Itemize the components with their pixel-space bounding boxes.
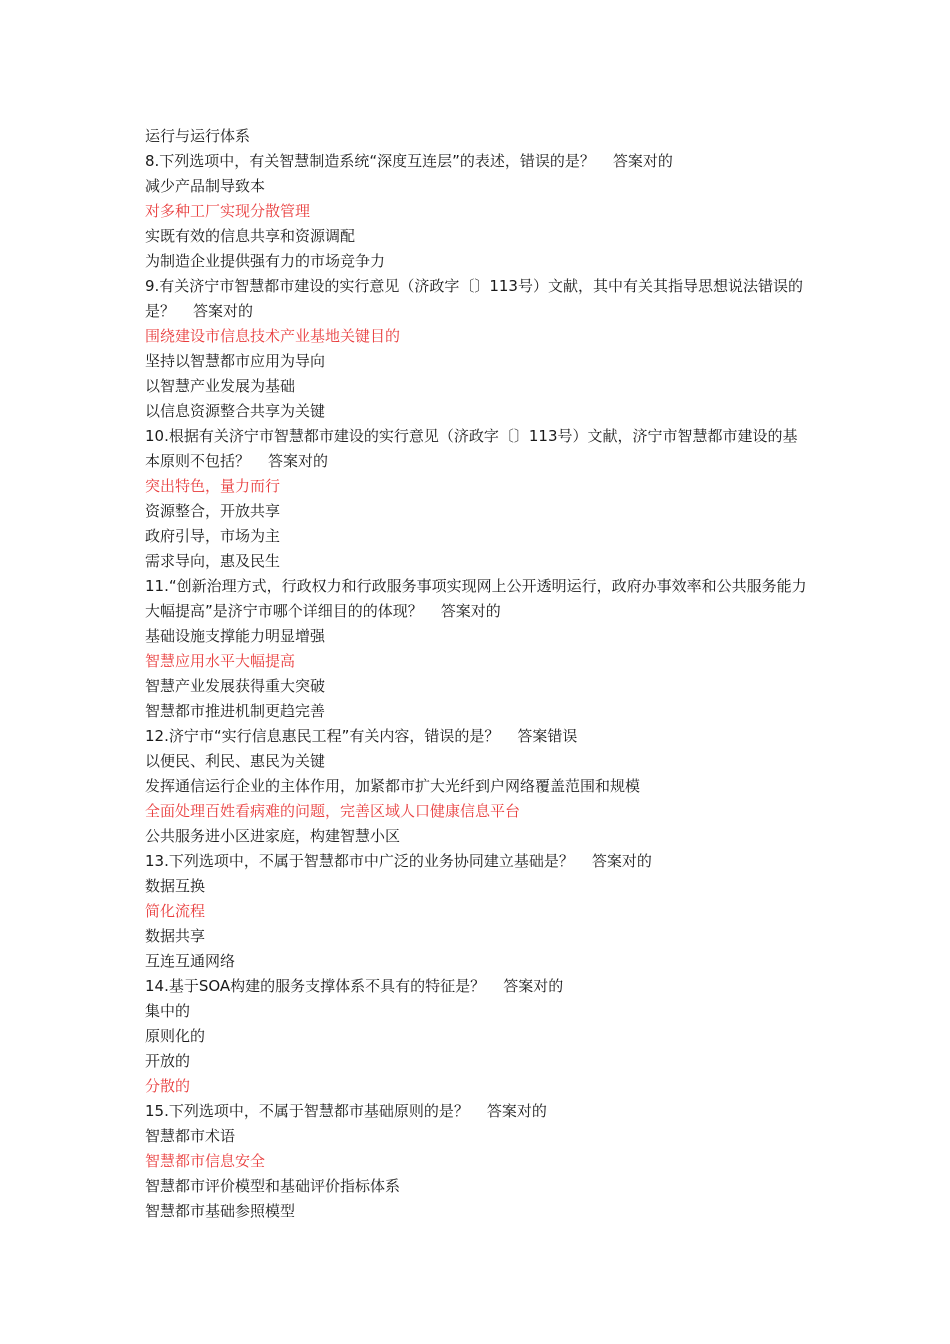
question-line <box>145 574 810 624</box>
option-line: 为制造企业提供强有力的市场竞争力 <box>145 252 386 270</box>
question-line <box>145 849 810 874</box>
answer-note: 答案对的 <box>440 602 501 620</box>
question-text: 14.基于SOA构建的服务支撑体系不具有的特征是？ <box>145 977 486 995</box>
answer-note: 答案对的 <box>486 1102 547 1120</box>
question-text: 9.有关济宁市智慧都市建设的实行意见（济政字〔〕113号）文献，其中有关其指导思想说法错误的是？ <box>145 277 803 320</box>
question-text: 10.根据有关济宁市智慧都市建设的实行意见（济政字〔〕113号）文献，济宁市智慧都市建设的基本原则不包括？ <box>145 427 798 470</box>
answer-note: 答案对的 <box>591 852 652 870</box>
correct-option-line: 简化流程 <box>145 902 206 920</box>
option-line: 实既有效的信息共享和资源调配 <box>145 227 356 245</box>
option-line: 需求导向，惠及民生 <box>145 552 281 570</box>
correct-option-line: 智慧应用水平大幅提高 <box>145 652 296 670</box>
option-line: 数据互换 <box>145 877 206 895</box>
document-body <box>145 124 810 1224</box>
correct-option-line: 围绕建设市信息技术产业基地关键目的 <box>145 327 401 345</box>
option-line: 智慧都市评价模型和基础评价指标体系 <box>145 1177 401 1195</box>
answer-note: 答案对的 <box>503 977 564 995</box>
answer-note: 答案对的 <box>193 302 254 320</box>
question-text: 13.下列选项中，不属于智慧都市中广泛的业务协同建立基础是？ <box>145 852 574 870</box>
question-line <box>145 149 810 174</box>
question-line <box>145 424 810 474</box>
question-line <box>145 724 810 749</box>
question-text: 12.济宁市“实行信息惠民工程”有关内容，错误的是？ <box>145 727 500 745</box>
option-line: 减少产品制导致本 <box>145 177 266 195</box>
option-line: 发挥通信运行企业的主体作用，加紧都市扩大光纤到户网络覆盖范围和规模 <box>145 777 641 795</box>
option-line: 政府引导，市场为主 <box>145 527 281 545</box>
option-line: 基础设施支撑能力明显增强 <box>145 627 326 645</box>
option-line: 开放的 <box>145 1052 191 1070</box>
option-line: 坚持以智慧都市应用为导向 <box>145 352 326 370</box>
option-line: 以智慧产业发展为基础 <box>145 377 296 395</box>
option-line: 资源整合，开放共享 <box>145 502 281 520</box>
question-line <box>145 1099 810 1124</box>
correct-option-line: 突出特色，量力而行 <box>145 477 281 495</box>
option-line: 数据共享 <box>145 927 206 945</box>
option-line: 集中的 <box>145 1002 191 1020</box>
question-text: 11.“创新治理方式，行政权力和行政服务事项实现网上公开透明运行，政府办事效率和公共服务能力大幅提高”是济宁市哪个详细目的的体现？ <box>145 577 807 620</box>
option-line: 互连互通网络 <box>145 952 236 970</box>
answer-note: 答案错误 <box>517 727 578 745</box>
question-text: 8.下列选项中，有关智慧制造系统“深度互连层”的表述，错误的是？ <box>145 152 595 170</box>
question-line <box>145 274 810 324</box>
answer-note: 答案对的 <box>612 152 673 170</box>
answer-note: 答案对的 <box>268 452 329 470</box>
option-line: 以便民、利民、惠民为关键 <box>145 752 326 770</box>
option-line: 智慧都市术语 <box>145 1127 236 1145</box>
option-line: 智慧都市基础参照模型 <box>145 1202 296 1220</box>
option-line: 智慧产业发展获得重大突破 <box>145 677 326 695</box>
correct-option-line: 分散的 <box>145 1077 191 1095</box>
correct-option-line: 对多种工厂实现分散管理 <box>145 202 311 220</box>
option-line: 公共服务进小区进家庭，构建智慧小区 <box>145 827 401 845</box>
question-line <box>145 974 810 999</box>
correct-option-line: 智慧都市信息安全 <box>145 1152 266 1170</box>
option-line: 原则化的 <box>145 1027 206 1045</box>
correct-option-line: 全面处理百姓看病难的问题，完善区域人口健康信息平台 <box>145 802 521 820</box>
option-line: 智慧都市推进机制更趋完善 <box>145 702 326 720</box>
question-text: 15.下列选项中，不属于智慧都市基础原则的是？ <box>145 1102 469 1120</box>
option-line: 以信息资源整合共享为关键 <box>145 402 326 420</box>
option-line: 运行与运行体系 <box>145 127 251 145</box>
